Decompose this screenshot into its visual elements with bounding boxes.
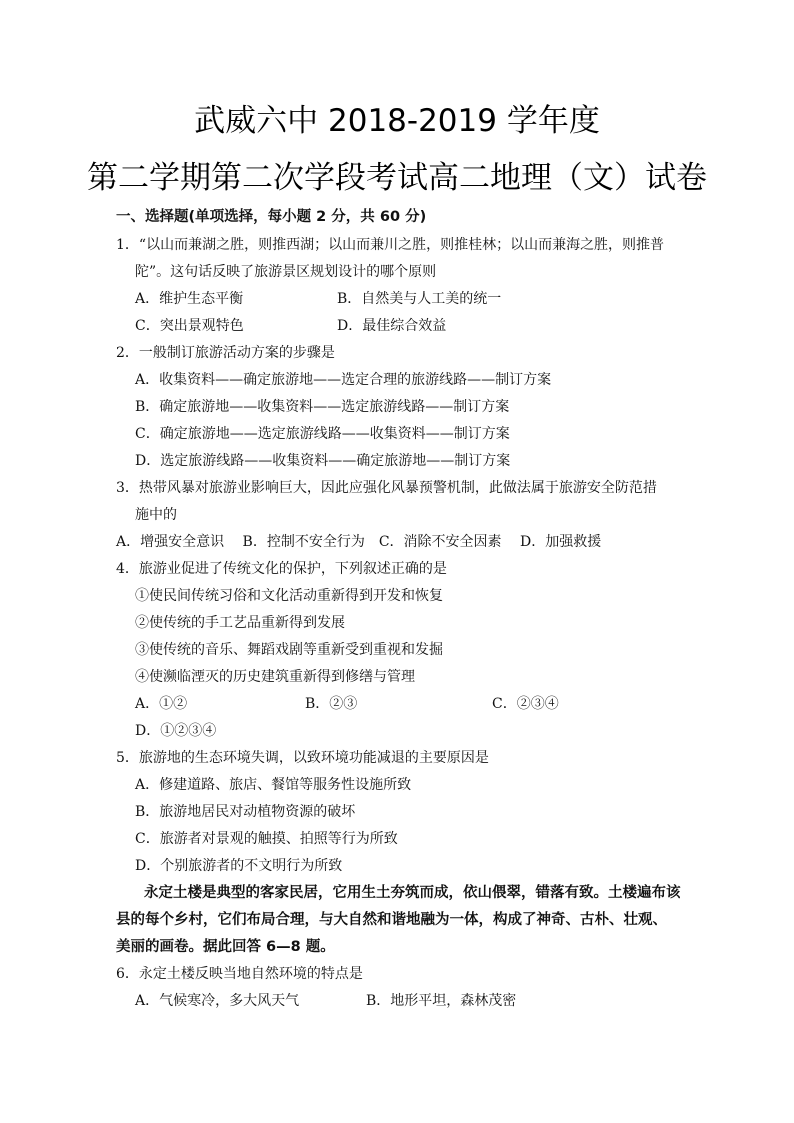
exam-title-line1: 武威六中 2018-2019 学年度 bbox=[194, 103, 600, 139]
q4-statement-1: ①使民间传统习俗和文化活动重新得到开发和恢复 bbox=[135, 588, 443, 604]
q6-stem: 6．永定土楼反映当地自然环境的特点是 bbox=[116, 966, 363, 982]
q1-option-c: C．突出景观特色 bbox=[135, 318, 244, 334]
q2-option-d: D．选定旅游线路——收集资料——确定旅游地——制订方案 bbox=[135, 453, 511, 469]
passage-line2: 县的每个乡村，它们布局合理，与大自然和谐地融为一体，构成了神奇、古朴、壮观、 bbox=[116, 912, 667, 928]
q5-option-d: D．个别旅游者的不文明行为所致 bbox=[135, 858, 343, 874]
q3-stem-line2: 施中的 bbox=[135, 507, 177, 523]
q4-option-a: A．①② bbox=[135, 696, 188, 712]
q4-statement-4: ④使濒临湮灭的历史建筑重新得到修缮与管理 bbox=[135, 669, 415, 685]
q4-option-b: B．②③ bbox=[305, 696, 358, 712]
q2-option-c: C．确定旅游地——选定旅游线路——收集资料——制订方案 bbox=[135, 426, 510, 442]
q6-option-a: A．气候寒冷，多大风天气 bbox=[135, 993, 300, 1009]
passage-line1: 永定土楼是典型的客家民居，它用生土夯筑而成，依山偎翠，错落有致。土楼遍布该 bbox=[144, 885, 681, 901]
q1-option-a: A．维护生态平衡 bbox=[135, 291, 244, 307]
q1-option-d: D．最佳综合效益 bbox=[337, 318, 447, 334]
q5-option-a: A．修建道路、旅店、餐馆等服务性设施所致 bbox=[135, 777, 412, 793]
q5-option-b: B．旅游地居民对动植物资源的破坏 bbox=[135, 804, 356, 820]
q2-stem: 2．一般制订旅游活动方案的步骤是 bbox=[116, 345, 335, 361]
q5-stem: 5．旅游地的生态环境失调，以致环境功能减退的主要原因是 bbox=[116, 750, 489, 766]
q1-option-b: B．自然美与人工美的统一 bbox=[337, 291, 502, 307]
q1-stem-line2: 陀”。这句话反映了旅游景区规划设计的哪个原则 bbox=[135, 264, 437, 280]
q4-option-d: D．①②③④ bbox=[135, 723, 217, 739]
passage-line3: 美丽的画卷。据此回答 6—8 题。 bbox=[116, 939, 335, 955]
q6-option-b: B．地形平坦，森林茂密 bbox=[366, 993, 517, 1009]
q4-statement-3: ③使传统的音乐、舞蹈戏剧等重新受到重视和发掘 bbox=[135, 642, 443, 658]
q3-options: A．增强安全意识 B．控制不安全行为 C．消除不安全因素 D．加强救援 bbox=[116, 534, 602, 550]
q1-stem-line1: 1．“以山而兼湖之胜，则推西湖；以山而兼川之胜，则推桂林；以山而兼海之胜，则推普 bbox=[116, 237, 665, 253]
q3-stem-line1: 3．热带风暴对旅游业影响巨大，因此应强化风暴预警机制，此做法属于旅游安全防范措 bbox=[116, 480, 657, 496]
q4-stem: 4．旅游业促进了传统文化的保护，下列叙述正确的是 bbox=[116, 561, 447, 577]
section-heading: 一、选择题(单项选择，每小题 2 分，共 60 分) bbox=[116, 209, 427, 225]
q2-option-a: A．收集资料——确定旅游地——选定合理的旅游线路——制订方案 bbox=[135, 372, 552, 388]
exam-title-line2: 第二学期第二次学段考试高二地理（文）试卷 bbox=[87, 160, 707, 196]
q5-option-c: C．旅游者对景观的触摸、拍照等行为所致 bbox=[135, 831, 398, 847]
q4-option-c: C．②③④ bbox=[492, 696, 559, 712]
q2-option-b: B．确定旅游地——收集资料——选定旅游线路——制订方案 bbox=[135, 399, 510, 415]
q4-statement-2: ②使传统的手工艺品重新得到发展 bbox=[135, 615, 345, 631]
